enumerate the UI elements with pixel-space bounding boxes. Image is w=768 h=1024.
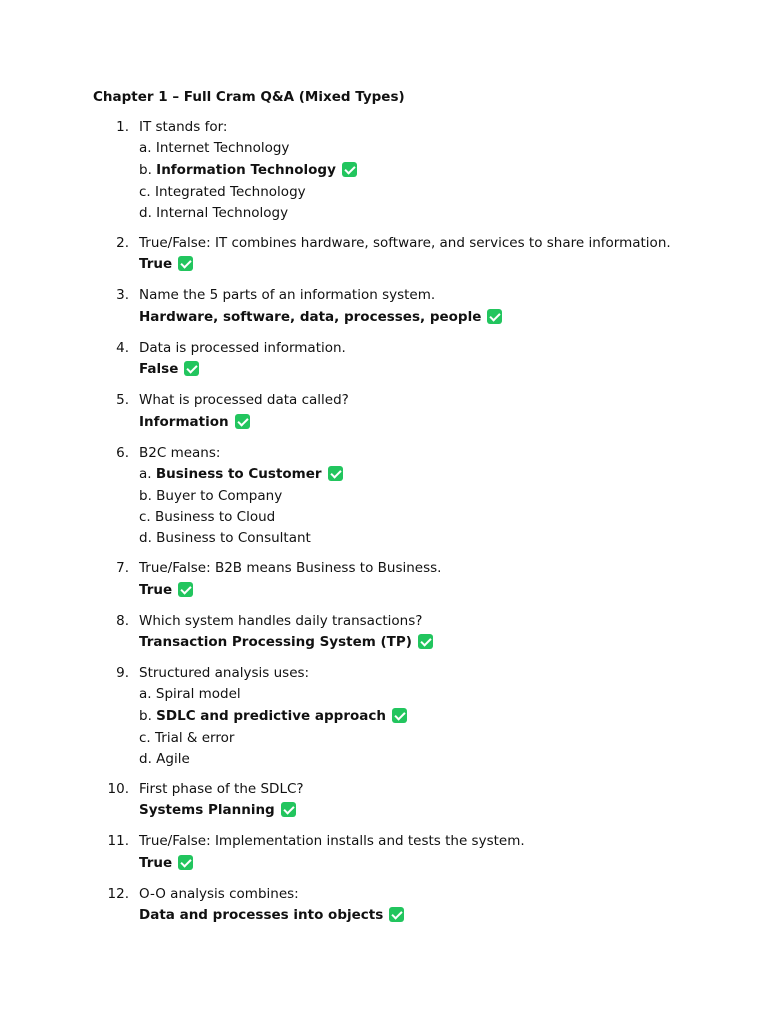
option-label: Buyer to Company (156, 488, 283, 504)
answer-option (139, 749, 768, 770)
check-mark-icon (235, 414, 250, 429)
check-mark-icon (178, 582, 193, 597)
question-list (93, 117, 768, 927)
answer-text: True (139, 256, 173, 272)
check-mark-icon (178, 256, 193, 271)
answer-text: True (139, 854, 173, 871)
check-mark-icon (281, 802, 296, 817)
option-prefix: d. (139, 204, 152, 221)
check-mark-icon (392, 708, 407, 723)
correct-option-label: Information Technology (156, 161, 336, 178)
answer-text: Data and processes into objects (139, 907, 384, 923)
check-mark-icon (328, 466, 343, 481)
answer-line (139, 579, 768, 602)
question-item (93, 338, 768, 382)
question-item (93, 390, 768, 434)
answer-line (139, 631, 768, 654)
question-text: What is processed data called? (139, 392, 349, 408)
answer-text: False (139, 361, 179, 377)
check-mark-icon (487, 309, 502, 324)
option-prefix: c. (139, 509, 151, 525)
option-prefix: a. (139, 139, 152, 156)
correct-option-label: Business to Customer (155, 466, 322, 482)
question-number: 7. (116, 560, 129, 576)
question-text: Which system handles daily transactions? (139, 612, 423, 629)
answer-option (139, 684, 768, 705)
question-text: True/False: IT combines hardware, software, and services to share information. (139, 234, 671, 251)
option-label: Internet Technology (155, 139, 290, 156)
question-item (93, 611, 768, 655)
answer-text: Hardware, software, data, processes, people (139, 308, 482, 325)
question-number: 10. (107, 780, 129, 797)
question-text: Data is processed information. (139, 339, 346, 356)
answer-option (139, 159, 768, 182)
answer-option (139, 138, 768, 159)
question-number: 11. (107, 833, 129, 849)
question-item (93, 117, 768, 224)
question-item (93, 884, 768, 928)
option-label: Agile (156, 750, 190, 767)
option-prefix: a. (139, 466, 152, 482)
option-prefix: c. (139, 729, 151, 746)
option-label: Business to Consultant (156, 530, 311, 546)
question-item (93, 285, 768, 329)
answer-option (139, 705, 768, 728)
answer-option (139, 182, 768, 203)
page-title: Chapter 1 – Full Cram Q&A (Mixed Types) (93, 89, 405, 105)
option-prefix: b. (139, 488, 152, 504)
question-item (93, 233, 768, 277)
question-text: True/False: Implementation installs and tests the system. (139, 833, 525, 849)
check-mark-icon (418, 634, 433, 649)
answer-option (139, 528, 768, 549)
answer-line (139, 852, 768, 875)
check-mark-icon (184, 361, 199, 376)
question-number: 4. (116, 339, 129, 356)
answer-line (139, 306, 768, 329)
correct-option-label: SDLC and predictive approach (156, 707, 386, 724)
answer-text: Systems Planning (139, 802, 275, 818)
option-label: Internal Technology (156, 204, 289, 221)
check-mark-icon (389, 907, 404, 922)
question-item (93, 779, 768, 823)
answer-option (139, 728, 768, 749)
answer-text: Transaction Processing System (TP) (139, 634, 412, 650)
option-label: Integrated Technology (155, 183, 306, 200)
answer-line (139, 904, 768, 927)
question-number: 5. (116, 392, 129, 408)
answer-text: True (139, 581, 173, 598)
option-prefix: c. (139, 183, 151, 200)
question-text: First phase of the SDLC? (139, 780, 304, 797)
answer-line (139, 799, 768, 822)
question-item (93, 831, 768, 875)
answer-text: Information (139, 413, 229, 430)
question-number: 6. (116, 444, 129, 461)
question-number: 9. (116, 665, 129, 681)
question-number: 2. (116, 234, 129, 251)
answer-option (139, 486, 768, 507)
question-text: Structured analysis uses: (139, 665, 310, 681)
question-number: 8. (116, 612, 129, 629)
question-item (93, 558, 768, 602)
answer-line (139, 358, 768, 381)
check-mark-icon (178, 855, 193, 870)
question-number: 1. (116, 119, 129, 135)
question-text: Name the 5 parts of an information system. (139, 287, 436, 303)
option-label: Trial & error (155, 729, 235, 746)
option-prefix: d. (139, 530, 152, 546)
question-text: True/False: B2B means Business to Business. (139, 560, 442, 576)
question-text: B2C means: (139, 444, 221, 461)
option-prefix: a. (139, 685, 152, 702)
question-text: O-O analysis combines: (139, 885, 299, 902)
question-number: 12. (107, 885, 129, 902)
question-item (93, 663, 768, 770)
question-item (93, 443, 768, 550)
answer-line (139, 253, 768, 276)
option-label: Business to Cloud (155, 509, 276, 525)
answer-line (139, 411, 768, 434)
answer-option (139, 507, 768, 528)
check-mark-icon (342, 162, 357, 177)
option-label: Spiral model (155, 685, 241, 702)
option-prefix: b. (139, 161, 152, 178)
answer-option (139, 203, 768, 224)
option-prefix: b. (139, 707, 152, 724)
question-text: IT stands for: (139, 119, 228, 135)
option-prefix: d. (139, 750, 152, 767)
answer-option (139, 463, 768, 486)
question-number: 3. (116, 287, 129, 303)
